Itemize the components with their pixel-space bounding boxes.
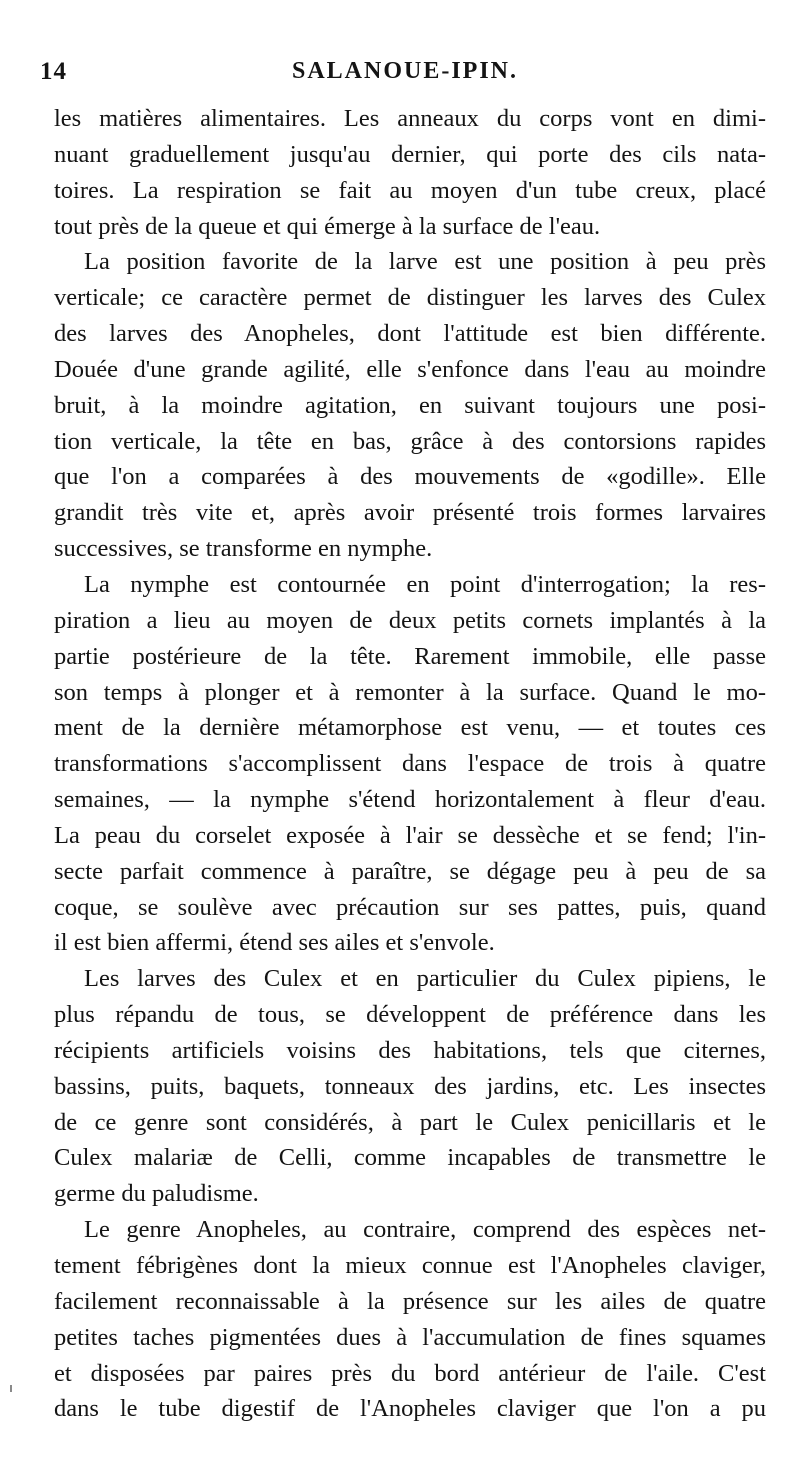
text-line: il est bien affermi, étend ses ailes et s'envole. <box>54 929 495 957</box>
text-line: de ce genre sont considérés, à part le Culex penicillaris et le <box>54 1108 766 1136</box>
body-text <box>54 101 766 1427</box>
text-line: et disposées par paires près du bord antérieur de l'aile. C'est <box>54 1359 766 1387</box>
text-line: tout près de la queue et qui émerge à la surface de l'eau. <box>54 212 601 240</box>
text-line: petites taches pigmentées dues à l'accumulation de fines squames <box>54 1323 766 1351</box>
text-line: La nymphe est contournée en point d'interrogation; la res- <box>84 570 766 598</box>
text-line: partie postérieure de la tête. Rarement immobile, elle passe <box>54 642 766 670</box>
text-line: Douée d'une grande agilité, elle s'enfonce dans l'eau au moindre <box>54 355 766 383</box>
text-line: Culex malariæ de Celli, comme incapables de transmettre le <box>54 1144 766 1172</box>
text-line: facilement reconnaissable à la présence sur les ailes de quatre <box>54 1287 766 1315</box>
text-line: que l'on a comparées à des mouvements de «godille». Elle <box>54 463 766 491</box>
text-line: germe du paludisme. <box>54 1180 259 1208</box>
text-line: transformations s'accomplissent dans l'espace de trois à quatre <box>54 750 766 778</box>
text-line: bassins, puits, baquets, tonneaux des jardins, etc. Les insectes <box>54 1072 766 1100</box>
text-line: Le genre Anopheles, au contraire, comprend des espèces net- <box>84 1216 766 1244</box>
text-line: récipients artificiels voisins des habitations, tels que citernes, <box>54 1036 766 1064</box>
text-line: les matières alimentaires. Les anneaux du corps vont en dimi- <box>54 105 766 132</box>
text-line: bruit, à la moindre agitation, en suivant toujours une posi- <box>54 391 766 419</box>
text-line: verticale; ce caractère permet de distinguer les larves des Culex <box>54 284 766 312</box>
text-line: ment de la dernière métamorphose est venu, — et toutes ces <box>54 714 766 742</box>
text-line: toires. La respiration se fait au moyen d'un tube creux, placé <box>54 176 766 204</box>
text-line: La peau du corselet exposée à l'air se dessèche et se fend; l'in- <box>54 821 766 849</box>
text-line: nuant graduellement jusqu'au dernier, qui porte des cils nata- <box>54 140 766 168</box>
text-line: tement fébrigènes dont la mieux connue est l'Anopheles claviger, <box>54 1252 766 1279</box>
text-line: son temps à plonger et à remonter à la surface. Quand le mo- <box>54 678 766 706</box>
text-line: successives, se transforme en nymphe. <box>54 535 433 563</box>
text-line: des larves des Anopheles, dont l'attitude est bien différente. <box>54 320 766 348</box>
text-line: coque, se soulève avec précaution sur ses pattes, puis, quand <box>54 893 766 921</box>
text-line: La position favorite de la larve est une position à peu près <box>84 248 766 276</box>
text-line: secte parfait commence à paraître, se dégage peu à peu de sa <box>54 857 766 885</box>
text-line: tion verticale, la tête en bas, grâce à des contorsions rapides <box>54 427 766 455</box>
text-line: dans le tube digestif de l'Anopheles claviger que l'on a pu <box>54 1395 766 1423</box>
text-line: Les larves des Culex et en particulier du Culex pipiens, le <box>84 965 766 993</box>
running-title: SALANOUE-IPIN. <box>291 58 519 84</box>
text-line: plus répandu de tous, se développent de préférence dans les <box>54 1001 766 1029</box>
text-line: piration a lieu au moyen de deux petits cornets implantés à la <box>54 606 766 634</box>
text-line: grandit très vite et, après avoir présenté trois formes larvaires <box>54 499 766 527</box>
text-line: semaines, — la nymphe s'étend horizontalement à fleur d'eau. <box>54 786 766 814</box>
page-number: 14 <box>40 58 67 85</box>
running-head <box>40 58 770 92</box>
paper-speck <box>10 1385 12 1392</box>
